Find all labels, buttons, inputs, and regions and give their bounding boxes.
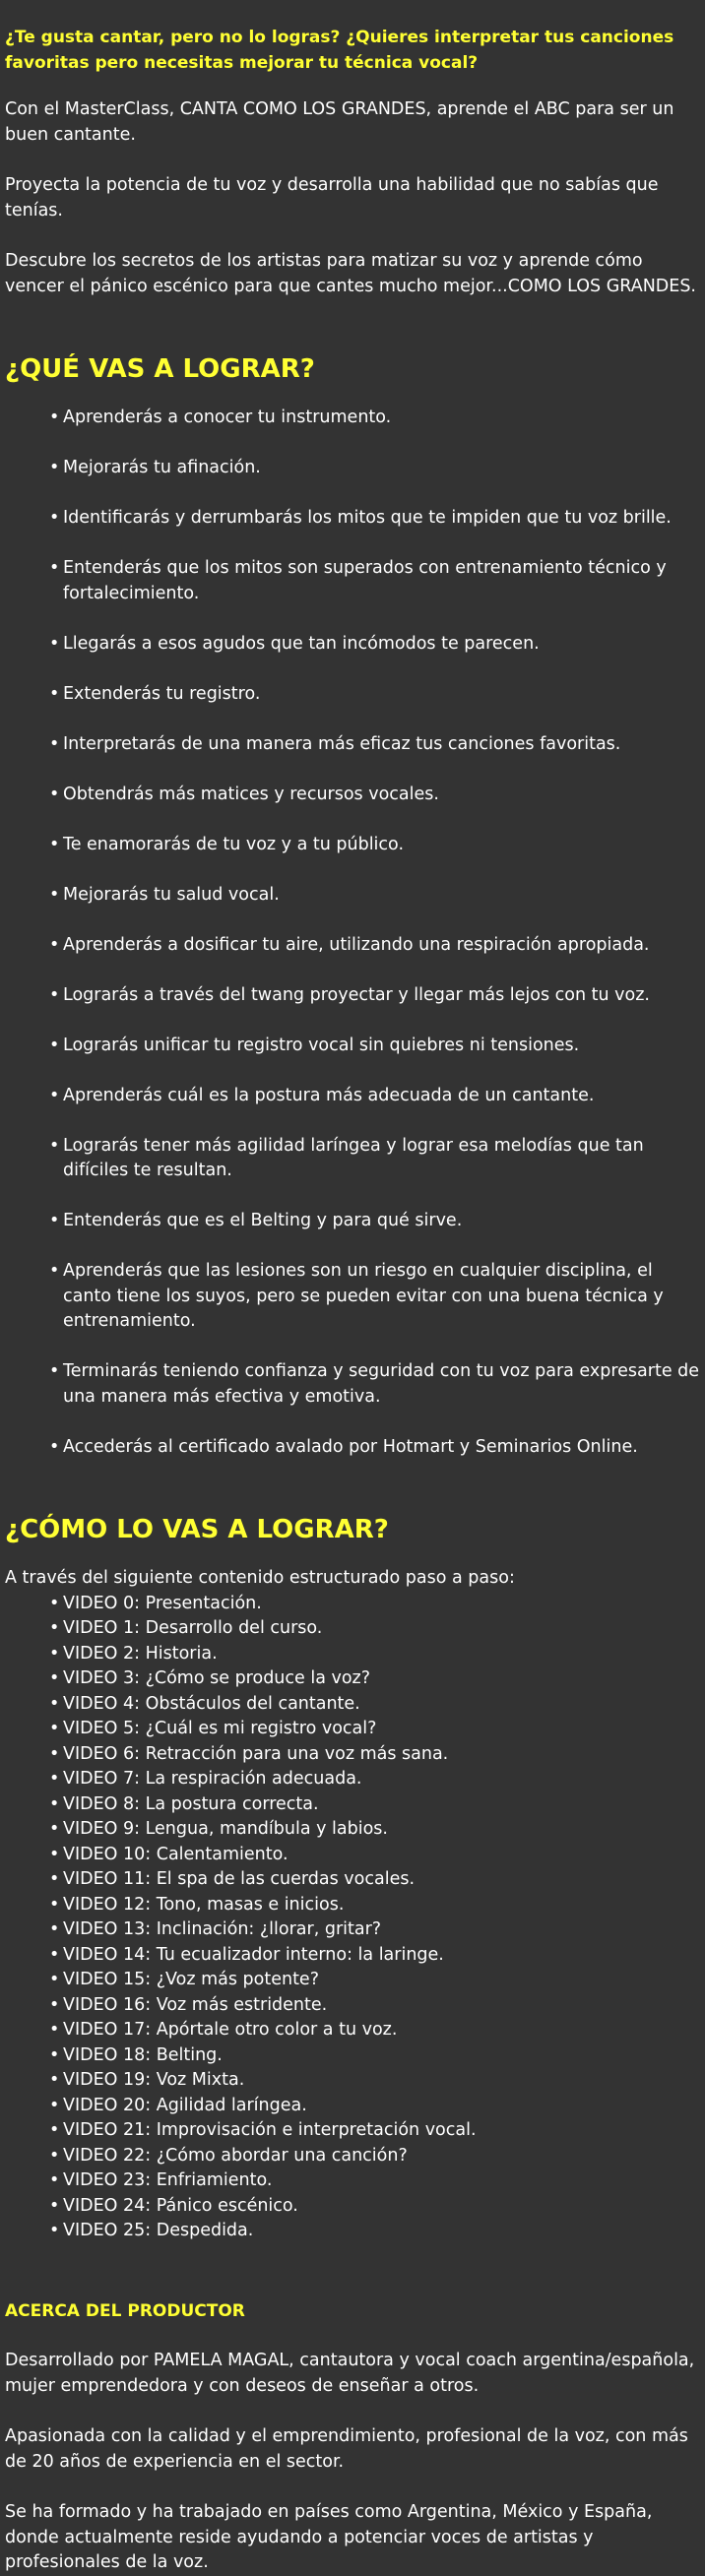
goal-item: • Te enamorarás de tu voz y a tu público. — [49, 833, 701, 858]
video-item: • VIDEO 18: Belting. — [49, 2043, 701, 2069]
intro-paragraph: Con el MasterClass, CANTA COMO LOS GRANDES, aprende el ABC para ser un buen cantante. — [5, 99, 674, 145]
producer-heading: ACERCA DEL PRODUCTOR — [5, 2300, 245, 2321]
intro-paragraph: Proyecta la potencia de tu voz y desarrolla una habilidad que no sabías que tenías. — [5, 175, 659, 220]
method-heading: ¿CÓMO LO VAS A LOGRAR? — [5, 1515, 389, 1544]
video-item: • VIDEO 7: La respiración adecuada. — [49, 1767, 701, 1792]
goal-item: • Terminarás teniendo confianza y seguridad con tu voz para expresarte de una manera más efectiva y emotiva. — [49, 1359, 701, 1410]
video-item: • VIDEO 16: Voz más estridente. — [49, 1993, 701, 2019]
goal-item: • Obtendrás más matices y recursos vocales. — [49, 783, 701, 808]
video-item: • VIDEO 17: Apórtale otro color a tu voz. — [49, 2018, 701, 2043]
goal-item: • Entenderás que los mitos son superados con entrenamiento técnico y fortalecimiento. — [49, 556, 701, 606]
goal-item: • Mejorarás tu afinación. — [49, 456, 701, 481]
intro-paragraph: Descubre los secretos de los artistas para matizar su voz y aprende cómo vencer el pánico escénico para que cantes mucho mejor...COMO LOS GRANDES. — [5, 251, 696, 296]
video-item: • VIDEO 23: Enfriamiento. — [49, 2168, 701, 2194]
video-item: • VIDEO 15: ¿Voz más potente? — [49, 1968, 701, 1993]
video-item: • VIDEO 6: Retracción para una voz más sana. — [49, 1742, 701, 1768]
goals-heading: ¿QUÉ VAS A LOGRAR? — [5, 354, 315, 384]
goal-item: • Interpretarás de una manera más eficaz tus canciones favoritas. — [49, 732, 701, 758]
goal-item: • Aprenderás a conocer tu instrumento. — [49, 406, 701, 431]
video-item: • VIDEO 10: Calentamiento. — [49, 1843, 701, 1868]
producer-paragraph: Se ha formado y ha trabajado en países como Argentina, México y España, donde actualmente reside ayudando a potenciar voces de artistas y profesionales de la voz. — [5, 2502, 653, 2572]
video-item: • VIDEO 9: Lengua, mandíbula y labios. — [49, 1817, 701, 1843]
goals-list — [5, 406, 701, 1460]
video-item: • VIDEO 25: Despedida. — [49, 2219, 701, 2244]
goal-item: • Accederás al certificado avalado por Hotmart y Seminarios Online. — [49, 1435, 701, 1461]
goal-item: • Lograrás unificar tu registro vocal sin quiebres ni tensiones. — [49, 1034, 701, 1059]
video-item: • VIDEO 5: ¿Cuál es mi registro vocal? — [49, 1717, 701, 1742]
video-item: • VIDEO 14: Tu ecualizador interno: la laringe. — [49, 1943, 701, 1969]
goal-item: • Mejorarás tu salud vocal. — [49, 883, 701, 909]
producer-paragraph: Desarrollado por PAMELA MAGAL, cantautora y vocal coach argentina/española, mujer emprendedora y con deseos de enseñar a otros. — [5, 2351, 695, 2396]
video-item: • VIDEO 21: Improvisación e interpretación vocal. — [49, 2118, 701, 2144]
goal-item: • Lograrás tener más agilidad laríngea y lograr esa melodías que tan difíciles te resultan. — [49, 1134, 701, 1184]
video-item: • VIDEO 8: La postura correcta. — [49, 1792, 701, 1818]
video-item: • VIDEO 12: Tono, masas e inicios. — [49, 1893, 701, 1918]
video-item: • VIDEO 1: Desarrollo del curso. — [49, 1616, 701, 1642]
video-item: • VIDEO 3: ¿Cómo se produce la voz? — [49, 1666, 701, 1692]
goal-item: • Entenderás que es el Belting y para qué sirve. — [49, 1209, 701, 1234]
goal-item: • Aprenderás cuál es la postura más adecuada de un cantante. — [49, 1084, 701, 1109]
goal-item: • Aprenderás a dosificar tu aire, utilizando una respiración apropiada. — [49, 933, 701, 959]
producer-paragraph: Apasionada con la calidad y el emprendimiento, profesional de la voz, con más de 20 años de experiencia en el sector. — [5, 2426, 688, 2472]
video-list — [5, 1592, 701, 2244]
intro-highlight: ¿Te gusta cantar, pero no lo logras? ¿Quieres interpretar tus canciones favoritas pero necesitas mejorar tu técnica vocal? — [5, 28, 674, 73]
goal-item: • Lograrás a través del twang proyectar y llegar más lejos con tu voz. — [49, 983, 701, 1009]
method-intro: A través del siguiente contenido estructurado paso a paso: — [5, 1568, 515, 1588]
video-item: • VIDEO 0: Presentación. — [49, 1592, 701, 1617]
video-item: • VIDEO 24: Pánico escénico. — [49, 2194, 701, 2220]
goal-item: • Aprenderás que las lesiones son un riesgo en cualquier disciplina, el canto tiene los suyos, pero se pueden evitar con una buena técnica y entrenamiento. — [49, 1259, 701, 1335]
video-item: • VIDEO 11: El spa de las cuerdas vocales. — [49, 1867, 701, 1893]
goal-item: • Identificarás y derrumbarás los mitos que te impiden que tu voz brille. — [49, 506, 701, 532]
video-item: • VIDEO 20: Agilidad laríngea. — [49, 2094, 701, 2119]
goal-item: • Llegarás a esos agudos que tan incómodos te parecen. — [49, 632, 701, 658]
video-item: • VIDEO 13: Inclinación: ¿llorar, gritar? — [49, 1917, 701, 1943]
video-item: • VIDEO 19: Voz Mixta. — [49, 2068, 701, 2094]
video-item: • VIDEO 2: Historia. — [49, 1642, 701, 1667]
goal-item: • Extenderás tu registro. — [49, 682, 701, 708]
video-item: • VIDEO 22: ¿Cómo abordar una canción? — [49, 2144, 701, 2169]
video-item: • VIDEO 4: Obstáculos del cantante. — [49, 1692, 701, 1718]
